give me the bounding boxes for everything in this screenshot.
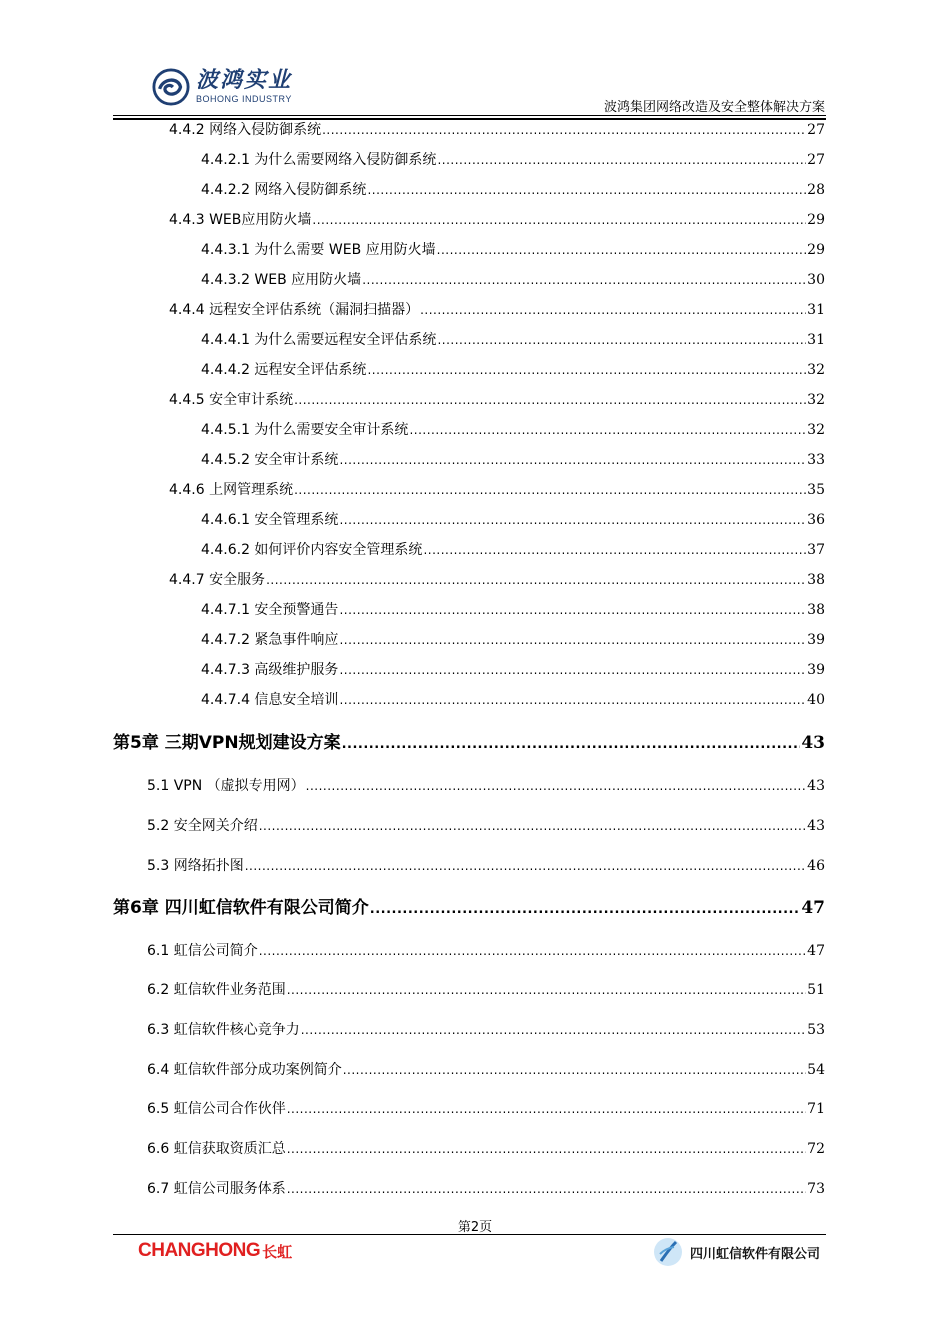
footer-rule xyxy=(113,1234,826,1235)
toc-entry[interactable] xyxy=(201,179,825,199)
toc-leader-dots xyxy=(287,1181,806,1197)
toc-entry-page: 30 xyxy=(807,272,825,288)
toc-entry[interactable] xyxy=(147,815,825,835)
toc-entry-label: 4.4.5 安全审计系统 xyxy=(169,392,294,408)
toc-entry-label: 第6章 四川虹信软件有限公司简介 xyxy=(113,898,369,918)
toc-entry-page: 29 xyxy=(807,212,825,228)
toc-leader-dots xyxy=(266,572,806,588)
toc-leader-dots xyxy=(294,482,806,498)
toc-leader-dots xyxy=(367,182,806,198)
toc-entry-page: 54 xyxy=(807,1062,825,1078)
changhong-logo xyxy=(138,1240,292,1262)
toc-entry[interactable] xyxy=(147,1059,825,1079)
toc-leader-dots xyxy=(312,212,806,228)
toc-entry-page: 28 xyxy=(807,182,825,198)
toc-leader-dots xyxy=(287,1141,806,1157)
toc-leader-dots xyxy=(259,818,806,834)
page-number: 第2页 xyxy=(457,1220,493,1235)
toc-leader-dots xyxy=(245,858,806,874)
toc-entry-page: 53 xyxy=(807,1022,825,1038)
toc-leader-dots xyxy=(343,1062,806,1078)
toc-entry[interactable] xyxy=(147,775,825,795)
toc-entry[interactable] xyxy=(201,509,825,529)
toc-leader-dots xyxy=(409,422,806,438)
toc-leader-dots xyxy=(367,362,806,378)
toc-leader-dots xyxy=(259,943,806,959)
toc-leader-dots xyxy=(362,272,806,288)
toc-leader-dots xyxy=(423,542,806,558)
toc-leader-dots xyxy=(339,632,806,648)
toc-entry[interactable] xyxy=(147,979,825,999)
toc-entry[interactable] xyxy=(201,629,825,649)
toc-entry[interactable] xyxy=(201,269,825,289)
toc-entry-label: 4.4.5.1 为什么需要安全审计系统 xyxy=(201,422,409,438)
toc-entry-label: 5.1 VPN （虚拟专用网） xyxy=(147,778,305,794)
toc-entry-page: 46 xyxy=(807,858,825,874)
toc-entry-page: 33 xyxy=(807,452,825,468)
toc-leader-dots xyxy=(437,152,806,168)
toc-entry-page: 29 xyxy=(807,242,825,258)
toc-entry-label: 4.4.5.2 安全审计系统 xyxy=(201,452,339,468)
hongxin-emblem-icon xyxy=(652,1236,684,1268)
toc-entry-label: 4.4.4.1 为什么需要远程安全评估系统 xyxy=(201,332,437,348)
toc-entry[interactable] xyxy=(201,149,825,169)
toc-entry-page: 43 xyxy=(801,733,825,753)
toc-entry-label: 4.4.3 WEB应用防火墙 xyxy=(169,212,312,228)
brand-name-en: BOHONG INDUSTRY xyxy=(196,94,292,104)
toc-leader-dots xyxy=(322,122,806,138)
header-logo xyxy=(152,68,292,106)
brand-name-cn: 波鸿实业 xyxy=(196,68,293,93)
toc-entry-page: 32 xyxy=(807,362,825,378)
toc-entry[interactable] xyxy=(147,1178,825,1198)
toc-leader-dots xyxy=(339,512,806,528)
toc-entry-label: 6.2 虹信软件业务范围 xyxy=(147,982,286,998)
toc-entry-label: 4.4.2.1 为什么需要网络入侵防御系统 xyxy=(201,152,437,168)
toc-entry[interactable] xyxy=(201,689,825,709)
toc-entry-label: 4.4.4.2 远程安全评估系统 xyxy=(201,362,367,378)
toc-entry-label: 4.4.6 上网管理系统 xyxy=(169,482,294,498)
toc-entry[interactable] xyxy=(147,855,825,875)
toc-entry-label: 4.4.4 远程安全评估系统（漏洞扫描器） xyxy=(169,302,420,318)
toc-entry[interactable] xyxy=(169,119,825,139)
toc-entry-page: 37 xyxy=(807,542,825,558)
toc-entry[interactable] xyxy=(147,1019,825,1039)
toc-entry-page: 40 xyxy=(807,692,825,708)
toc-entry[interactable] xyxy=(169,479,825,499)
toc-entry-page: 36 xyxy=(807,512,825,528)
hongxin-company-name: 四川虹信软件有限公司 xyxy=(690,1246,821,1262)
toc-entry[interactable] xyxy=(147,940,825,960)
toc-leader-dots xyxy=(339,452,806,468)
toc-entry[interactable] xyxy=(201,359,825,379)
toc-entry-page: 39 xyxy=(807,662,825,678)
toc-leader-dots xyxy=(339,662,806,678)
toc-entry-page: 39 xyxy=(807,632,825,648)
toc-leader-dots xyxy=(306,778,807,794)
toc-entry-label: 6.4 虹信软件部分成功案例简介 xyxy=(147,1062,342,1078)
toc-entry-label: 6.7 虹信公司服务体系 xyxy=(147,1181,286,1197)
toc-entry-page: 43 xyxy=(807,818,825,834)
toc-entry-page: 31 xyxy=(807,332,825,348)
toc-leader-dots xyxy=(342,733,801,753)
toc-entry[interactable] xyxy=(201,599,825,619)
toc-leader-dots xyxy=(420,302,806,318)
toc-entry-label: 4.4.7 安全服务 xyxy=(169,572,266,588)
bohong-emblem-icon xyxy=(152,68,190,106)
hongxin-logo xyxy=(652,1236,820,1268)
toc-leader-dots xyxy=(437,332,806,348)
toc-entry-page: 38 xyxy=(807,572,825,588)
toc-entry-label: 4.4.2.2 网络入侵防御系统 xyxy=(201,182,367,198)
toc-leader-dots xyxy=(339,602,806,618)
toc-entry[interactable] xyxy=(169,209,825,229)
toc-chapter-entry[interactable] xyxy=(113,728,825,753)
toc-leader-dots xyxy=(370,898,801,918)
toc-entry-page: 32 xyxy=(807,392,825,408)
toc-leader-dots xyxy=(287,982,806,998)
toc-entry[interactable] xyxy=(169,389,825,409)
toc-entry[interactable] xyxy=(147,1138,825,1158)
toc-entry-page: 43 xyxy=(807,778,825,794)
toc-entry-label: 4.4.2 网络入侵防御系统 xyxy=(169,122,322,138)
toc-entry-label: 4.4.6.1 安全管理系统 xyxy=(201,512,339,528)
toc-entry-page: 47 xyxy=(807,943,825,959)
toc-entry[interactable] xyxy=(201,329,825,349)
document-title: 波鸿集团网络改造及安全整体解决方案 xyxy=(603,100,825,115)
toc-leader-dots xyxy=(301,1022,806,1038)
toc-entry-label: 4.4.7.2 紧急事件响应 xyxy=(201,632,339,648)
toc-entry-page: 35 xyxy=(807,482,825,498)
toc-entry-label: 4.4.7.1 安全预警通告 xyxy=(201,602,339,618)
toc-entry-page: 31 xyxy=(807,302,825,318)
toc-entry[interactable] xyxy=(147,1098,825,1118)
toc-entry-label: 4.4.7.4 信息安全培训 xyxy=(201,692,339,708)
header-rule-thin xyxy=(113,115,826,116)
changhong-logo-cn: 长虹 xyxy=(262,1242,293,1261)
toc-entry[interactable] xyxy=(169,299,825,319)
toc-entry-label: 6.3 虹信软件核心竞争力 xyxy=(147,1022,300,1038)
toc-entry-page: 71 xyxy=(807,1101,825,1117)
toc-entry[interactable] xyxy=(201,419,825,439)
toc-leader-dots xyxy=(339,692,806,708)
toc-entry-label: 5.2 安全网关介绍 xyxy=(147,818,258,834)
toc-entry-label: 4.4.6.2 如何评价内容安全管理系统 xyxy=(201,542,423,558)
toc-leader-dots xyxy=(287,1101,806,1117)
toc-entry-label: 4.4.3.2 WEB 应用防火墙 xyxy=(201,272,362,288)
toc-entry-label: 第5章 三期VPN规划建设方案 xyxy=(113,733,341,753)
toc-entry[interactable] xyxy=(201,449,825,469)
toc-entry-label: 6.5 虹信公司合作伙伴 xyxy=(147,1101,286,1117)
toc-entry[interactable] xyxy=(201,539,825,559)
toc-entry[interactable] xyxy=(201,239,825,259)
toc-entry-page: 27 xyxy=(807,122,825,138)
toc-entry-page: 38 xyxy=(807,602,825,618)
toc-entry-page: 27 xyxy=(807,152,825,168)
toc-entry-page: 72 xyxy=(807,1141,825,1157)
toc-entry-label: 4.4.3.1 为什么需要 WEB 应用防火墙 xyxy=(201,242,436,258)
toc-leader-dots xyxy=(294,392,806,408)
toc-entry[interactable] xyxy=(201,659,825,679)
toc-entry-page: 47 xyxy=(801,898,825,918)
toc-leader-dots xyxy=(437,242,807,258)
changhong-logo-en: CHANGHONG xyxy=(138,1240,261,1261)
toc-entry-page: 32 xyxy=(807,422,825,438)
toc-entry[interactable] xyxy=(169,569,825,589)
toc-entry-label: 6.6 虹信获取资质汇总 xyxy=(147,1141,286,1157)
toc-entry-label: 4.4.7.3 高级维护服务 xyxy=(201,662,339,678)
toc-entry-label: 5.3 网络拓扑图 xyxy=(147,858,244,874)
toc-chapter-entry[interactable] xyxy=(113,893,825,918)
toc-entry-page: 73 xyxy=(807,1181,825,1197)
toc-entry-page: 51 xyxy=(807,982,825,998)
toc-entry-label: 6.1 虹信公司简介 xyxy=(147,943,258,959)
